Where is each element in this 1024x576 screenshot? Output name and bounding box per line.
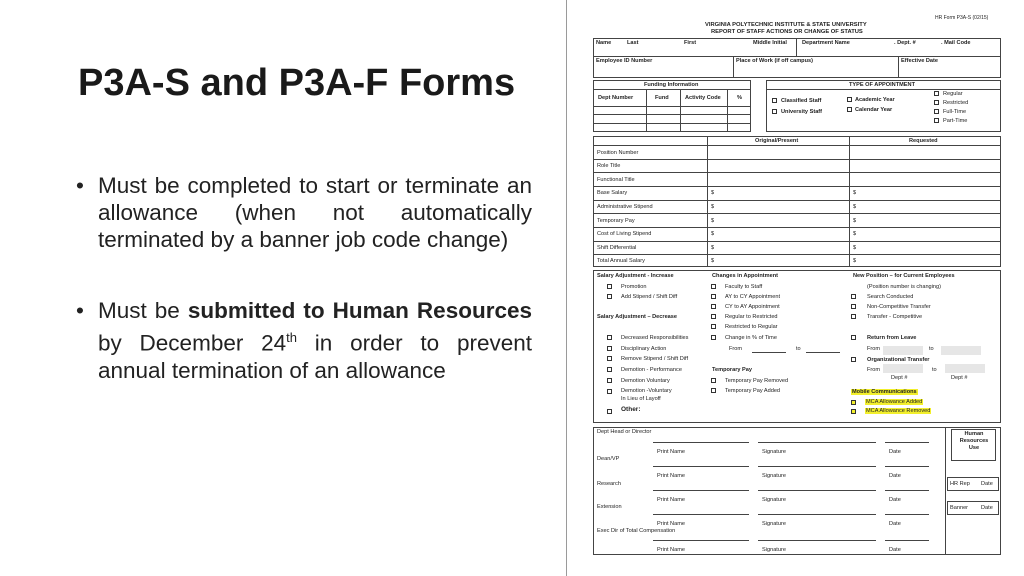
checkbox[interactable] bbox=[772, 109, 777, 114]
bullet-item-completion bbox=[76, 172, 532, 253]
label-last: Last bbox=[627, 40, 639, 46]
dollar-sign: $ bbox=[711, 218, 715, 224]
sal-dec-header: Salary Adjustment – Decrease bbox=[597, 314, 678, 320]
dollar-sign: $ bbox=[711, 231, 715, 237]
bullet-item-submission bbox=[76, 297, 532, 384]
checkbox[interactable] bbox=[934, 91, 939, 96]
dept-no-label: Dept # bbox=[951, 375, 968, 381]
bullet-text-post: in order to prevent annual termination of an allowance bbox=[98, 330, 532, 383]
from-label: From bbox=[867, 346, 881, 352]
comp-row-label: Cost of Living Stipend bbox=[597, 231, 652, 237]
print-name-label: Print Name bbox=[657, 497, 685, 503]
slide-title: P3A-S and P3A-F Forms bbox=[78, 62, 516, 104]
date-label: Date bbox=[889, 497, 901, 503]
label-employee-id: Employee ID Number bbox=[596, 58, 653, 64]
date-label: Date bbox=[889, 473, 901, 479]
funding-col-percent: % bbox=[737, 95, 742, 101]
bullet-text-pre: Must be bbox=[98, 298, 188, 323]
sig-role: Exec Dir of Total Compensation bbox=[597, 528, 676, 534]
newpos-note: (Position number is changing) bbox=[867, 284, 941, 290]
dollar-sign: $ bbox=[853, 218, 857, 224]
action-item: Promotion bbox=[621, 284, 647, 290]
funding-col-activity: Activity Code bbox=[685, 95, 721, 101]
signature-label: Signature bbox=[762, 547, 786, 553]
comp-row-label: Role Title bbox=[597, 163, 621, 169]
signature-label: Signature bbox=[762, 497, 786, 503]
print-name-label: Print Name bbox=[657, 547, 685, 553]
date-label: Date bbox=[981, 505, 993, 511]
action-item: Temporary Pay Added bbox=[725, 388, 781, 394]
checkbox[interactable] bbox=[934, 100, 939, 105]
checkbox[interactable] bbox=[934, 109, 939, 114]
divider-line bbox=[566, 0, 567, 576]
label-dept-no: . Dept. # bbox=[894, 40, 916, 46]
dept-no-label: Dept # bbox=[891, 375, 908, 381]
action-item: Restricted to Regular bbox=[725, 324, 778, 330]
to-label: to bbox=[796, 346, 801, 352]
comp-original-header: Original/Present bbox=[755, 138, 799, 144]
action-item: Non-Competitive Transfer bbox=[867, 304, 931, 310]
date-label: Date bbox=[889, 449, 901, 455]
newpos-header: New Position – for Current Employees bbox=[853, 273, 955, 279]
dollar-sign: $ bbox=[711, 258, 715, 264]
label-mail-code: . Mail Code bbox=[941, 40, 971, 46]
university-name: VIRGINIA POLYTECHNIC INSTITUTE & STATE UNIVERSITY bbox=[705, 22, 867, 28]
print-name-label: Print Name bbox=[657, 449, 685, 455]
from-label: From bbox=[867, 367, 881, 373]
date-label: Date bbox=[889, 521, 901, 527]
action-item: Temporary Pay Removed bbox=[725, 378, 789, 384]
dollar-sign: $ bbox=[853, 258, 857, 264]
to-label: to bbox=[929, 346, 934, 352]
bullet-dot: • bbox=[76, 298, 84, 323]
action-other: Other: bbox=[621, 406, 641, 413]
dollar-sign: $ bbox=[711, 190, 715, 196]
dollar-sign: $ bbox=[711, 245, 715, 251]
action-item: Return from Leave bbox=[867, 335, 917, 341]
appt-parttime: Part-Time bbox=[943, 118, 968, 124]
bullet-text: Must be completed to start or terminate an allowance (when not automatically terminated by a banner job code change) bbox=[98, 173, 532, 252]
comp-row-label: Shift Differential bbox=[597, 245, 637, 251]
chg-header: Changes in Appointment bbox=[712, 273, 778, 279]
comp-row-label: Base Salary bbox=[597, 190, 628, 196]
comp-row-label: Administrative Stipend bbox=[597, 204, 653, 210]
dollar-sign: $ bbox=[853, 231, 857, 237]
dollar-sign: $ bbox=[853, 204, 857, 210]
bullet-text-mid: by December 24 bbox=[98, 330, 287, 356]
comp-row-label: Temporary Pay bbox=[597, 218, 635, 224]
appt-fulltime: Full-Time bbox=[943, 109, 967, 115]
action-item: Demotion -Voluntary bbox=[621, 388, 672, 394]
temp-header: Temporary Pay bbox=[712, 367, 753, 373]
from-label: From bbox=[729, 346, 743, 352]
print-name-label: Print Name bbox=[657, 521, 685, 527]
checkbox[interactable] bbox=[772, 98, 777, 103]
funding-col-dept: Dept Number bbox=[598, 95, 634, 101]
action-item: Decreased Responsibilities bbox=[621, 335, 689, 341]
action-item: CY to AY Appointment bbox=[725, 304, 780, 310]
compensation-table bbox=[593, 136, 1001, 267]
comp-row-label: Functional Title bbox=[597, 177, 635, 183]
dollar-sign: $ bbox=[853, 190, 857, 196]
action-item: Add Stipend / Shift Diff bbox=[621, 294, 678, 300]
comp-requested-header: Requested bbox=[909, 138, 938, 144]
appt-restricted: Restricted bbox=[943, 100, 969, 106]
checkbox[interactable] bbox=[934, 118, 939, 123]
appt-university: University Staff bbox=[781, 109, 823, 115]
form-id: HR Form P3A-S (02/15) bbox=[935, 15, 989, 21]
action-item: Disciplinary Action bbox=[621, 346, 667, 352]
checkbox[interactable] bbox=[847, 107, 852, 112]
bullet-text-bold: submitted to Human Resources bbox=[187, 298, 532, 323]
funding-col-fund: Fund bbox=[655, 95, 669, 101]
org-transfer: Organizational Transfer bbox=[867, 357, 930, 363]
dollar-sign: $ bbox=[711, 204, 715, 210]
label-place-of-work: Place of Work (if off campus) bbox=[736, 58, 813, 64]
funding-header: Funding Information bbox=[644, 82, 699, 88]
bullet-list bbox=[76, 172, 532, 384]
signature-label: Signature bbox=[762, 473, 786, 479]
action-item: In Lieu of Layoff bbox=[621, 396, 661, 402]
p3a-s-form-image bbox=[591, 8, 1005, 568]
signature-label: Signature bbox=[762, 521, 786, 527]
action-item: AY to CY Appointment bbox=[725, 294, 781, 300]
action-item: Search Conducted bbox=[867, 294, 914, 300]
label-effective-date: Effective Date bbox=[901, 58, 938, 64]
sig-role: Extension bbox=[597, 504, 622, 510]
appt-calendar: Calendar Year bbox=[855, 107, 893, 113]
mobile-item: MCA Allowance Added bbox=[866, 399, 923, 405]
banner-label: Banner bbox=[950, 505, 969, 511]
label-dept-name: Department Name bbox=[802, 40, 850, 46]
action-item: Change in % of Time bbox=[725, 335, 777, 341]
action-item: Remove Stipend / Shift Diff bbox=[621, 356, 689, 362]
dollar-sign: $ bbox=[853, 245, 857, 251]
label-middle: Middle Initial bbox=[753, 40, 787, 46]
action-item: Demotion Voluntary bbox=[621, 378, 670, 384]
action-item: Demotion - Performance bbox=[621, 367, 682, 373]
bullet-dot: • bbox=[76, 173, 84, 198]
to-label: to bbox=[932, 367, 937, 373]
hr-rep-label: HR Rep bbox=[950, 481, 970, 487]
appt-classified: Classified Staff bbox=[781, 98, 822, 104]
label-name: Name bbox=[596, 40, 612, 46]
action-item: Faculty to Staff bbox=[725, 284, 763, 290]
date-label: Date bbox=[981, 481, 993, 487]
sig-role: Research bbox=[597, 481, 621, 487]
sal-inc-header: Salary Adjustment - Increase bbox=[597, 273, 674, 279]
comp-row-label: Total Annual Salary bbox=[597, 258, 645, 264]
mobile-header: Mobile Communications bbox=[852, 389, 917, 395]
sig-role: Dean/VP bbox=[597, 456, 620, 462]
report-title: REPORT OF STAFF ACTIONS OR CHANGE OF STATUS bbox=[711, 29, 863, 35]
label-first: First bbox=[684, 40, 697, 46]
sig-role: Dept Head or Director bbox=[597, 429, 652, 435]
comp-row-label: Position Number bbox=[597, 150, 639, 156]
signature-label: Signature bbox=[762, 449, 786, 455]
checkbox[interactable] bbox=[847, 97, 852, 102]
hr-use-label: Human Resources Use bbox=[959, 431, 989, 451]
mobile-item: MCA Allowance Removed bbox=[866, 408, 931, 414]
bullet-text-sup: th bbox=[286, 330, 297, 345]
date-label: Date bbox=[889, 547, 901, 553]
appointment-header: TYPE OF APPOINTMENT bbox=[849, 82, 915, 88]
appt-regular: Regular bbox=[943, 91, 963, 97]
action-item: Regular to Restricted bbox=[725, 314, 778, 320]
action-item: Transfer - Competitive bbox=[867, 314, 923, 320]
signatures-box bbox=[593, 427, 1001, 555]
appt-academic: Academic Year bbox=[855, 97, 895, 103]
print-name-label: Print Name bbox=[657, 473, 685, 479]
